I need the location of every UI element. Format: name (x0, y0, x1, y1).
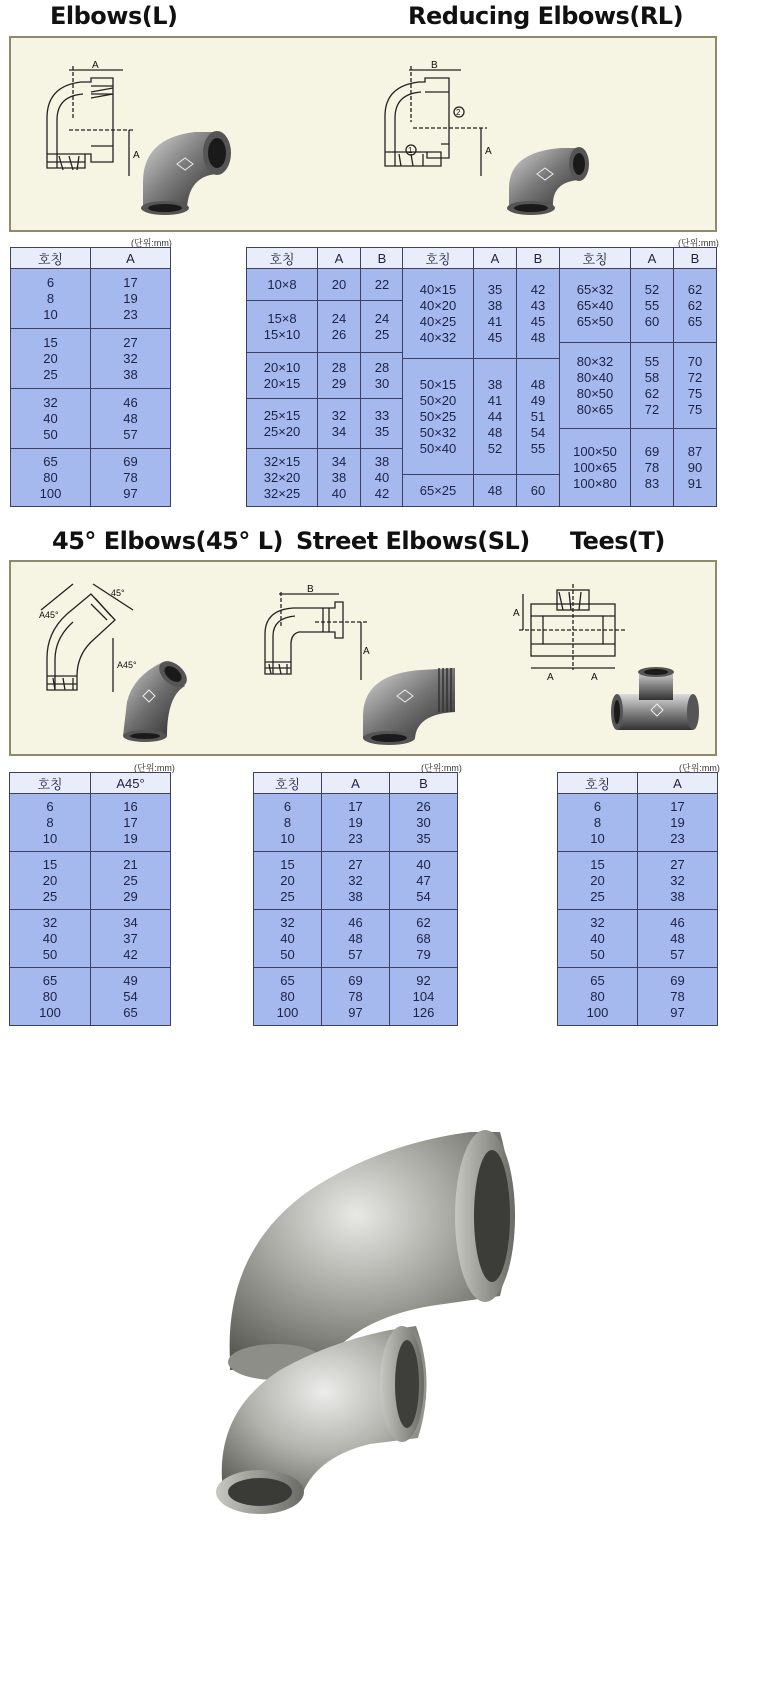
value-cell: 28 30 (361, 353, 404, 399)
value-cell: 42 43 45 48 (517, 269, 560, 359)
table-row (560, 343, 717, 429)
col-header-b: B (674, 248, 717, 269)
street-elbow-line-drawing (255, 584, 371, 688)
value-cell: 22 (361, 269, 404, 301)
size-cell: 6 8 10 (10, 794, 91, 852)
value-cell: 24 25 (361, 301, 404, 353)
tees-title: Tees(T) (570, 527, 665, 555)
size-cell: 32 40 50 (558, 910, 638, 968)
value-cell: 49 54 65 (91, 968, 171, 1026)
table-row (254, 968, 458, 1026)
dim-label-a45: A45° (117, 660, 137, 670)
col-header-size: 호칭 (560, 248, 631, 269)
table-row (10, 852, 171, 910)
size-cell: 65 80 100 (10, 968, 91, 1026)
value-cell: 46 48 57 (638, 910, 718, 968)
size-cell: 15×8 15×10 (247, 301, 318, 353)
table-row (254, 794, 458, 852)
size-cell: 100×50 100×65 100×80 (560, 429, 631, 507)
col-header-b: B (361, 248, 404, 269)
unit-label: (단위:mm) (679, 763, 720, 773)
elbow-line-drawing (29, 58, 139, 188)
unit-label: (단위:mm) (421, 763, 462, 773)
dim-label-a45: A45° (39, 610, 59, 620)
col-header-b: B (517, 248, 560, 269)
col-header-a: A (631, 248, 674, 269)
table-row (11, 329, 171, 389)
value-cell: 17 19 23 (91, 269, 171, 329)
size-cell: 20×10 20×15 (247, 353, 318, 399)
value-cell: 32 34 (318, 399, 361, 449)
reducing-elbows-table-part-3 (559, 247, 717, 507)
col-header-a45: A45° (91, 773, 171, 794)
table-row (558, 852, 718, 910)
size-cell: 32 40 50 (11, 389, 91, 449)
table-row (254, 852, 458, 910)
table-row (403, 269, 560, 359)
size-cell: 10×8 (247, 269, 318, 301)
value-cell: 69 78 97 (638, 968, 718, 1026)
street-elbows-spec-table (253, 772, 458, 1026)
reducing-elbows-table-part-1 (246, 247, 404, 507)
value-cell: 26 30 35 (390, 794, 458, 852)
size-cell: 15 20 25 (254, 852, 322, 910)
value-cell: 17 19 23 (638, 794, 718, 852)
table-row (560, 429, 717, 507)
value-cell: 46 48 57 (91, 389, 171, 449)
col-header-a: A (322, 773, 390, 794)
size-cell: 65 80 100 (11, 449, 91, 507)
value-cell: 27 32 38 (322, 852, 390, 910)
table-row (10, 968, 171, 1026)
size-cell: 15 20 25 (10, 852, 91, 910)
value-cell: 24 26 (318, 301, 361, 353)
dim-label-a: A (363, 646, 370, 657)
dim-label-a: A (92, 60, 99, 71)
reducing-elbow-fitting-image (501, 142, 597, 216)
value-cell: 33 35 (361, 399, 404, 449)
col-header-size: 호칭 (403, 248, 474, 269)
size-cell: 15 20 25 (558, 852, 638, 910)
col-header-size: 호칭 (247, 248, 318, 269)
value-cell: 62 62 65 (674, 269, 717, 343)
value-cell: 48 (474, 475, 517, 507)
size-cell: 40×15 40×20 40×25 40×32 (403, 269, 474, 359)
value-cell: 55 58 62 72 (631, 343, 674, 429)
tees-spec-table (557, 772, 718, 1026)
dim-label-b: B (307, 584, 314, 595)
elbow-product-photo (200, 1120, 560, 1560)
value-cell: 17 19 23 (322, 794, 390, 852)
value-cell: 34 38 40 (318, 449, 361, 507)
table-row (558, 794, 718, 852)
dim-label-a: A (547, 672, 554, 683)
value-cell: 69 78 83 (631, 429, 674, 507)
value-cell: 38 41 44 48 52 (474, 359, 517, 475)
top-drawing-panel (9, 36, 717, 232)
value-cell: 62 68 79 (390, 910, 458, 968)
table-row (11, 389, 171, 449)
value-cell: 35 38 41 45 (474, 269, 517, 359)
size-cell: 32 40 50 (254, 910, 322, 968)
table-row (558, 910, 718, 968)
size-cell: 65×25 (403, 475, 474, 507)
port-label-2: 2 (456, 108, 461, 117)
value-cell: 20 (318, 269, 361, 301)
value-cell: 92 104 126 (390, 968, 458, 1026)
value-cell: 87 90 91 (674, 429, 717, 507)
value-cell: 70 72 75 75 (674, 343, 717, 429)
table-row (11, 269, 171, 329)
elbows-45-spec-table (9, 772, 171, 1026)
size-cell: 50×15 50×20 50×25 50×32 50×40 (403, 359, 474, 475)
size-cell: 32 40 50 (10, 910, 91, 968)
dim-label-a: A (591, 672, 598, 683)
table-row (247, 449, 404, 507)
middle-drawing-panel (9, 560, 717, 756)
unit-label: (단위:mm) (678, 238, 719, 248)
value-cell: 48 49 51 54 55 (517, 359, 560, 475)
table-row (247, 269, 404, 301)
port-label-1: 1 (408, 146, 413, 155)
value-cell: 34 37 42 (91, 910, 171, 968)
value-cell: 52 55 60 (631, 269, 674, 343)
size-cell: 6 8 10 (558, 794, 638, 852)
size-cell: 6 8 10 (254, 794, 322, 852)
elbows-spec-table (10, 247, 171, 507)
street-elbows-title: Street Elbows(SL) (296, 527, 530, 555)
table-row (247, 353, 404, 399)
size-cell: 25×15 25×20 (247, 399, 318, 449)
dim-label-b: B (431, 60, 438, 71)
size-cell: 80×32 80×40 80×50 80×65 (560, 343, 631, 429)
table-row (10, 910, 171, 968)
col-header-a: A (638, 773, 718, 794)
value-cell: 27 32 38 (91, 329, 171, 389)
dim-label-a: A (133, 150, 140, 161)
col-header-a: A (474, 248, 517, 269)
elbows-45-title: 45° Elbows(45° L) (52, 527, 283, 555)
elbows-title: Elbows(L) (50, 2, 178, 30)
col-header-size: 호칭 (11, 248, 91, 269)
col-header-a: A (91, 248, 171, 269)
value-cell: 27 32 38 (638, 852, 718, 910)
table-row (403, 475, 560, 507)
size-cell: 65 80 100 (558, 968, 638, 1026)
size-cell: 6 8 10 (11, 269, 91, 329)
elbow-fitting-image (137, 124, 237, 216)
value-cell: 60 (517, 475, 560, 507)
table-row (403, 359, 560, 475)
col-header-size: 호칭 (10, 773, 91, 794)
dim-label-a: A (513, 608, 520, 619)
angle-label-45: 45° (111, 588, 125, 598)
value-cell: 38 40 42 (361, 449, 404, 507)
value-cell: 16 17 19 (91, 794, 171, 852)
table-row (560, 269, 717, 343)
table-row (254, 910, 458, 968)
col-header-size: 호칭 (558, 773, 638, 794)
street-elbow-fitting-image (357, 662, 467, 746)
size-cell: 15 20 25 (11, 329, 91, 389)
elbow-45-fitting-image (115, 656, 191, 744)
table-row (247, 301, 404, 353)
table-row (10, 794, 171, 852)
size-cell: 65×32 65×40 65×50 (560, 269, 631, 343)
reducing-elbows-table-part-2 (402, 247, 560, 507)
value-cell: 69 78 97 (322, 968, 390, 1026)
reducing-elbows-title: Reducing Elbows(RL) (408, 2, 684, 30)
size-cell: 32×15 32×20 32×25 (247, 449, 318, 507)
unit-label: (단위:mm) (134, 763, 175, 773)
value-cell: 28 29 (318, 353, 361, 399)
col-header-size: 호칭 (254, 773, 322, 794)
size-cell: 65 80 100 (254, 968, 322, 1026)
value-cell: 46 48 57 (322, 910, 390, 968)
reducing-elbow-line-drawing (379, 58, 492, 188)
table-row (11, 449, 171, 507)
value-cell: 21 25 29 (91, 852, 171, 910)
tee-fitting-image (607, 666, 703, 742)
col-header-b: B (390, 773, 458, 794)
dim-label-a: A (485, 146, 492, 157)
table-row (247, 399, 404, 449)
value-cell: 69 78 97 (91, 449, 171, 507)
col-header-a: A (318, 248, 361, 269)
unit-label: (단위:mm) (131, 238, 172, 248)
table-row (558, 968, 718, 1026)
value-cell: 40 47 54 (390, 852, 458, 910)
